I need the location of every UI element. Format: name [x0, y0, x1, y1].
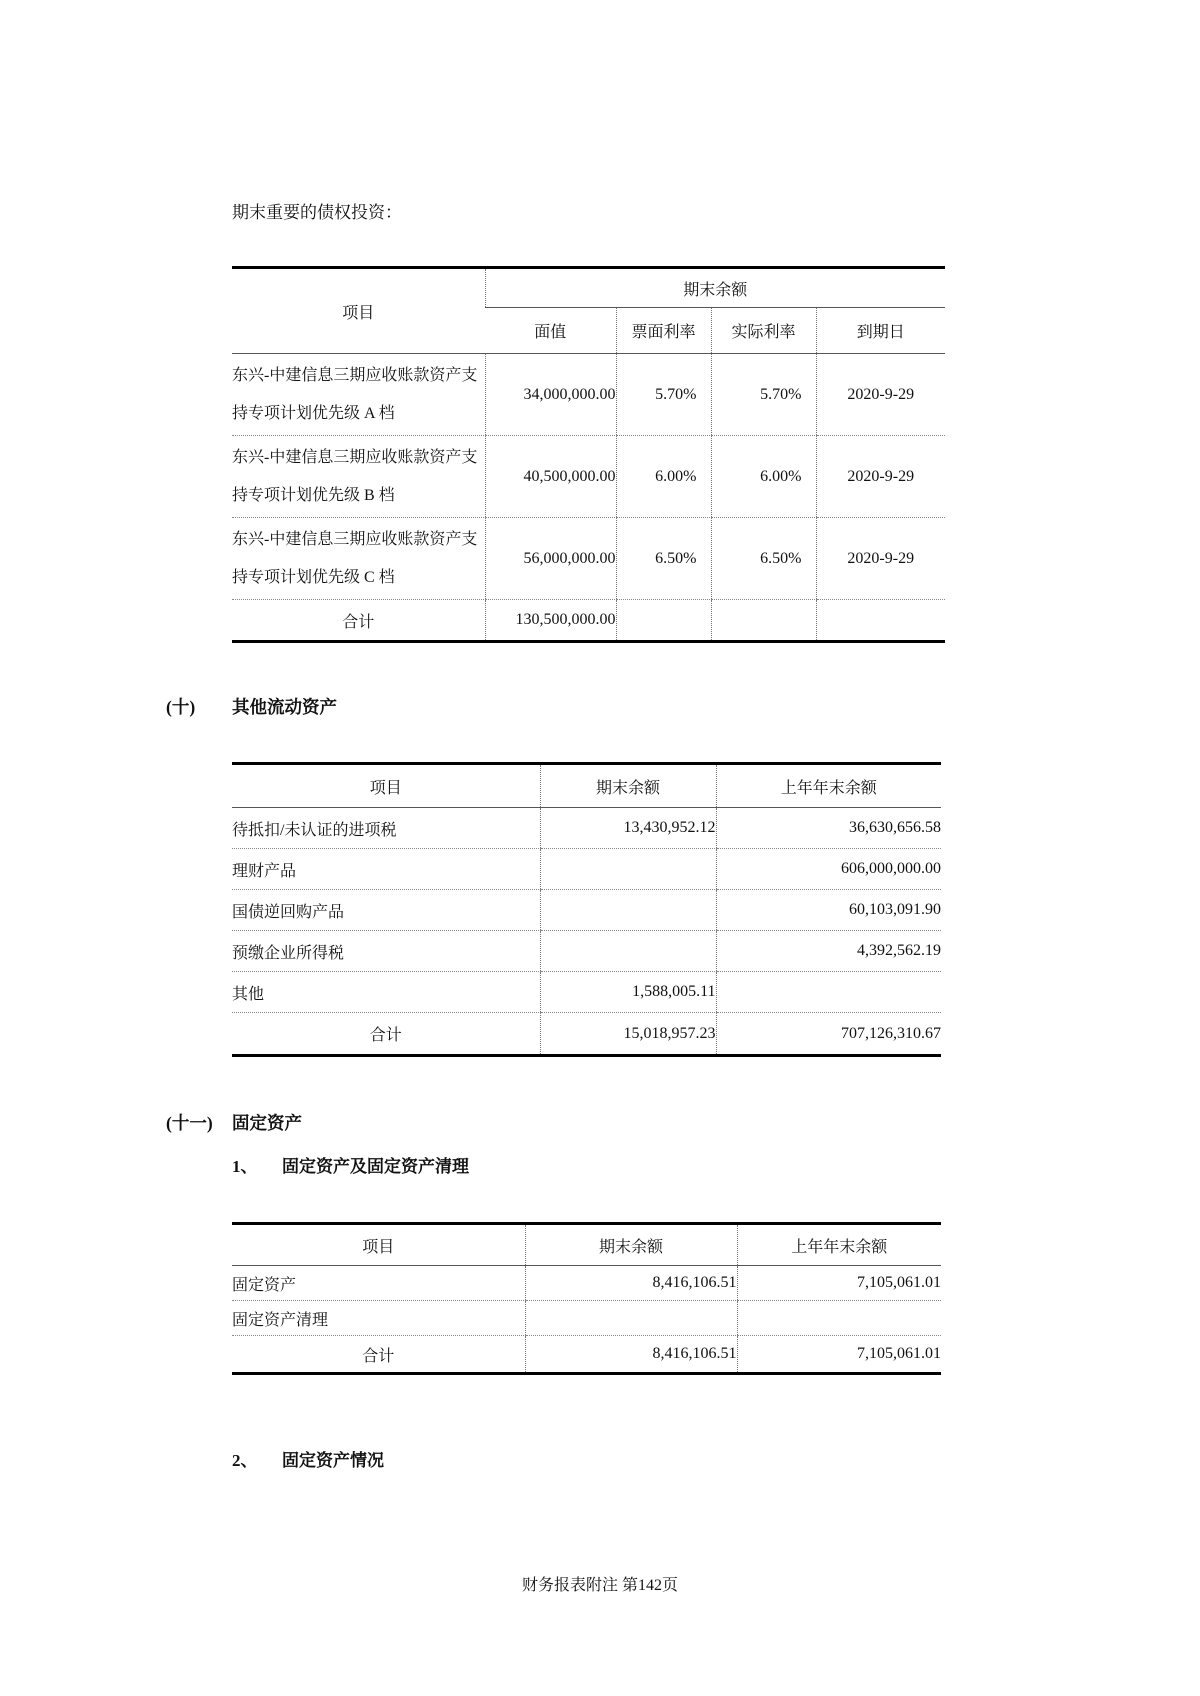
table-row	[232, 436, 945, 518]
ending-balance-cell	[540, 849, 716, 890]
effective-rate-cell: 5.70%	[711, 354, 816, 436]
intro-text: 期末重要的债权投资：	[232, 203, 402, 222]
total-label: 合计	[369, 1027, 402, 1044]
total-ending-balance: 15,018,957.23	[540, 1013, 716, 1056]
table-row	[232, 808, 941, 849]
item-cell: 固定资产	[232, 1266, 525, 1301]
section-title: 其他流动资产	[232, 697, 337, 717]
col-header-ending-balance-group: 期末余额	[485, 268, 945, 308]
item-cell: 国债逆回购产品	[232, 890, 540, 931]
col-header-coupon-rate: 票面利率	[616, 308, 711, 354]
section-heading-fixed-assets	[166, 1110, 302, 1135]
ending-balance-cell	[540, 890, 716, 931]
prior-balance-cell	[716, 972, 941, 1013]
col-header-item: 项目	[232, 268, 485, 354]
col-header-ending-balance: 期末余额	[525, 1224, 737, 1266]
coupon-rate-cell: 6.50%	[616, 518, 711, 600]
coupon-rate-cell: 6.00%	[616, 436, 711, 518]
prior-balance-cell: 60,103,091.90	[716, 890, 941, 931]
prior-balance-cell: 7,105,061.01	[737, 1266, 941, 1301]
subsection-heading-fixed-assets-and-disposal	[232, 1152, 469, 1177]
item-cell: 其他	[232, 972, 540, 1013]
col-header-prior-year-balance: 上年年末余额	[716, 764, 941, 808]
col-header-maturity: 到期日	[816, 308, 945, 354]
total-effective-rate	[711, 600, 816, 642]
section-number: (十一)	[166, 1113, 213, 1133]
item-cell: 东兴-中建信息三期应收账款资产支持专项计划优先级 B 档	[232, 436, 485, 518]
table-row	[232, 972, 941, 1013]
face-value-cell: 56,000,000.00	[485, 518, 616, 600]
table-row	[232, 931, 941, 972]
item-cell: 东兴-中建信息三期应收账款资产支持专项计划优先级 A 档	[232, 354, 485, 436]
total-row	[232, 1013, 941, 1056]
header-row	[232, 1224, 941, 1266]
table-row	[232, 518, 945, 600]
subsection-number: 1、	[232, 1157, 258, 1176]
other-current-assets-table	[232, 762, 941, 1057]
prior-balance-cell: 606,000,000.00	[716, 849, 941, 890]
prior-balance-cell: 36,630,656.58	[716, 808, 941, 849]
item-cell: 理财产品	[232, 849, 540, 890]
item-cell: 东兴-中建信息三期应收账款资产支持专项计划优先级 C 档	[232, 518, 485, 600]
total-label: 合计	[342, 613, 375, 631]
maturity-cell: 2020-9-29	[816, 354, 945, 436]
ending-balance-cell: 13,430,952.12	[540, 808, 716, 849]
ending-balance-cell	[540, 931, 716, 972]
total-prior-balance: 7,105,061.01	[737, 1336, 941, 1374]
section-title: 固定资产	[232, 1113, 302, 1133]
total-row	[232, 1336, 941, 1374]
total-ending-balance: 8,416,106.51	[525, 1336, 737, 1374]
header-group-row	[232, 268, 945, 308]
fixed-assets-table	[232, 1222, 941, 1375]
total-maturity	[816, 600, 945, 642]
item-cell: 预缴企业所得税	[232, 931, 540, 972]
total-row	[232, 600, 945, 642]
maturity-cell: 2020-9-29	[816, 436, 945, 518]
prior-balance-cell: 4,392,562.19	[716, 931, 941, 972]
effective-rate-cell: 6.00%	[711, 436, 816, 518]
subsection-number: 2、	[232, 1451, 258, 1470]
table-row	[232, 849, 941, 890]
header-row	[232, 764, 941, 808]
section-number: (十)	[166, 697, 196, 717]
col-header-effective-rate: 实际利率	[711, 308, 816, 354]
col-header-prior-year-balance: 上年年末余额	[737, 1224, 941, 1266]
effective-rate-cell: 6.50%	[711, 518, 816, 600]
total-face-value: 130,500,000.00	[485, 600, 616, 642]
section-heading-other-current-assets	[166, 694, 337, 719]
item-cell: 待抵扣/未认证的进项税	[232, 808, 540, 849]
item-cell: 固定资产清理	[232, 1301, 525, 1336]
col-header-item: 项目	[232, 1224, 525, 1266]
subsection-title: 固定资产情况	[282, 1451, 384, 1470]
maturity-cell: 2020-9-29	[816, 518, 945, 600]
face-value-cell: 34,000,000.00	[485, 354, 616, 436]
table-row	[232, 1266, 941, 1301]
debt-investments-table	[232, 266, 945, 643]
table-row	[232, 1301, 941, 1336]
table-row	[232, 354, 945, 436]
ending-balance-cell: 1,588,005.11	[540, 972, 716, 1013]
ending-balance-cell	[525, 1301, 737, 1336]
total-prior-balance: 707,126,310.67	[716, 1013, 941, 1056]
table-row	[232, 890, 941, 931]
col-header-face-value: 面值	[485, 308, 616, 354]
page-footer: 财务报表附注 第142页	[521, 1577, 678, 1594]
coupon-rate-cell: 5.70%	[616, 354, 711, 436]
subsection-heading-fixed-assets-status	[232, 1446, 384, 1471]
subsection-title: 固定资产及固定资产清理	[282, 1157, 469, 1176]
col-header-item: 项目	[232, 764, 540, 808]
ending-balance-cell: 8,416,106.51	[525, 1266, 737, 1301]
total-coupon-rate	[616, 600, 711, 642]
face-value-cell: 40,500,000.00	[485, 436, 616, 518]
col-header-ending-balance: 期末余额	[540, 764, 716, 808]
total-label: 合计	[362, 1347, 395, 1365]
prior-balance-cell	[737, 1301, 941, 1336]
